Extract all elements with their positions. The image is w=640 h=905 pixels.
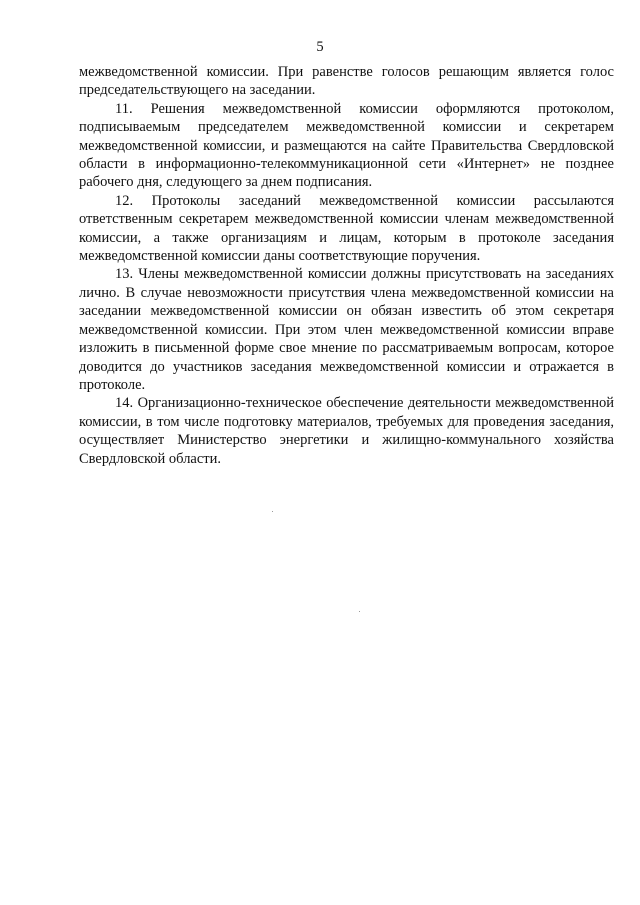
page-number: 5	[316, 39, 324, 55]
paragraph-item-11: 11. Решения межведомственной комиссии оформляются протоколом, подписываемым председателем межведомственной комиссии и секретарем межведомственной комиссии, и размещаются на сайте Правительства Свердловской области в информационно-телекоммуникационной сети «Интернет» не позднее рабочего дня, следующего за днем подписания.	[79, 100, 614, 191]
scan-speck	[272, 511, 273, 512]
scan-speck	[359, 611, 360, 612]
document-body	[79, 63, 614, 468]
paragraph-item-13: 13. Члены межведомственной комиссии должны присутствовать на заседаниях лично. В случае невозможности присутствия члена межведомственной комиссии на заседании межведомственной комиссии он обязан известить об этом секретаря межведомственной комиссии. При этом член межведомственной комиссии вправе изложить в письменной форме свое мнение по рассматриваемым вопросам, которое доводится до участников заседания межведомственной комиссии и отражается в протоколе.	[79, 266, 614, 393]
paragraph-item-12: 12. Протоколы заседаний межведомственной комиссии рассылаются ответственным секретарем межведомственной комиссии членам межведомственной комиссии, а также организациям и лицам, которым в протоколе заседания межведомственной комиссии даны соответствующие поручения.	[79, 192, 614, 265]
paragraph-continuation: межведомственной комиссии. При равенстве голосов решающим является голос председательствующего на заседании.	[79, 64, 614, 99]
paragraph-item-14: 14. Организационно-техническое обеспечение деятельности межведомственной комиссии, в том числе подготовку материалов, требуемых для проведения заседания, осуществляет Министерство энергетики и жилищно-коммунального хозяйства Свердловской области.	[79, 395, 614, 467]
